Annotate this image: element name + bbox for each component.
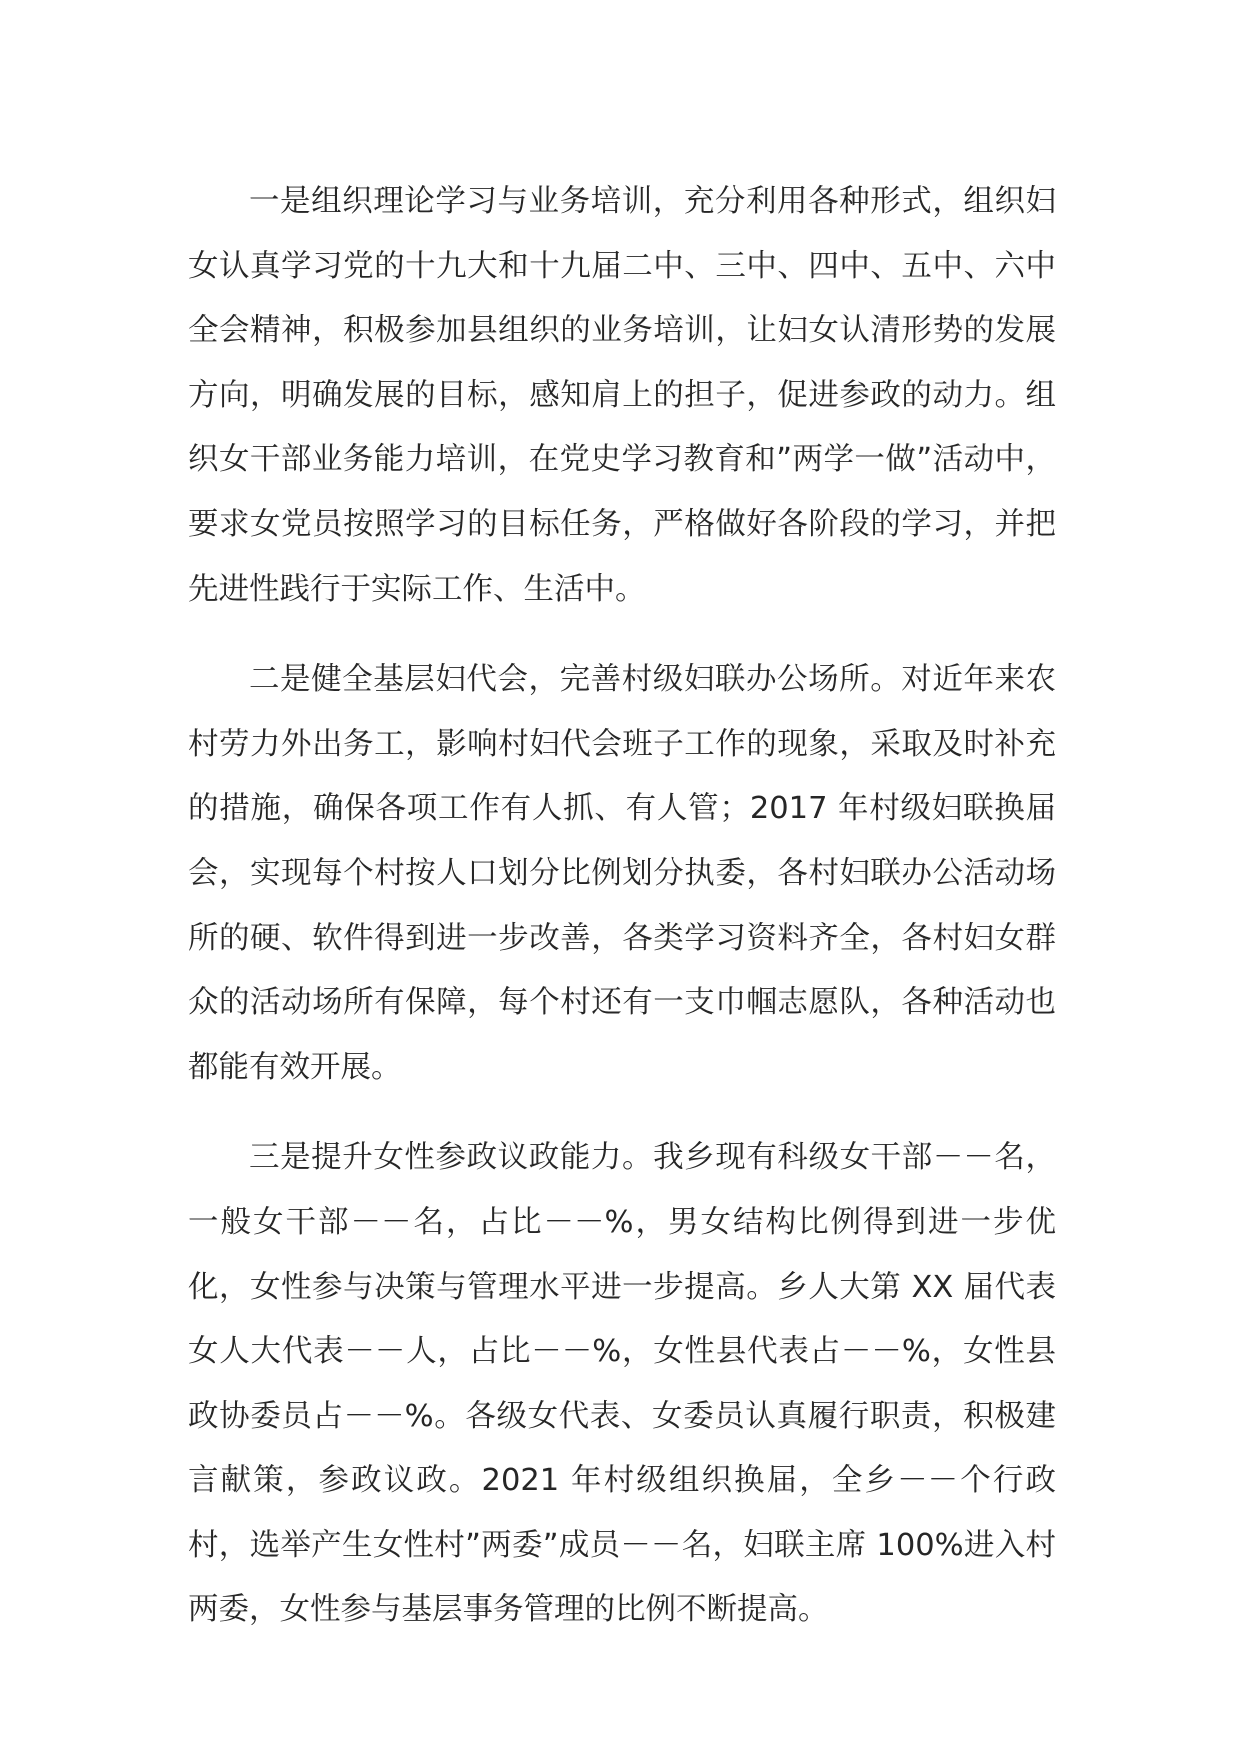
paragraph-2: 二是健全基层妇代会，完善村级妇联办公场所。对近年来农村劳力外出务工，影响村妇代会班子工作的现象，采取及时补充的措施，确保各项工作有人抓、有人管；2017 年村级妇联换届会，实现每个村按人口划分比例划分执委，各村妇联办公活动场所的硬、软件得到进一步改善，各类学习资料齐全，各村妇女群众的活动场所有保障，每个村还有一支巾帼志愿队，各种活动也都能有效开展。	[188, 662, 1056, 1085]
paragraph-1: 一是组织理论学习与业务培训，充分利用各种形式，组织妇女认真学习党的十九大和十九届二中、三中、四中、五中、六中全会精神，积极参加县组织的业务培训，让妇女认清形势的发展方向，明确发展的目标，感知肩上的担子，促进参政的动力。组织女干部业务能力培训，在党史学习教育和”两学一做”活动中，要求女党员按照学习的目标任务，严格做好各阶段的学习，并把先进性践行于实际工作、生活中。	[188, 184, 1056, 607]
paragraph-3: 三是提升女性参政议政能力。我乡现有科级女干部－－名，一般女干部－－名，占比－－%，男女结构比例得到进一步优化，女性参与决策与管理水平进一步提高。乡人大第 XX 届代表女人大代表－－人，占比－－%，女性县代表占－－%，女性县政协委员占－－%。各级女代表、女委员认真履行职责，积极建言献策，参政议政。2021 年村级组织换届，全乡－－个行政村，选举产生女性村”两委”成员－－名，妇联主席 100%进入村两委，女性参与基层事务管理的比例不断提高。	[188, 1140, 1056, 1628]
document-body	[188, 170, 1056, 1669]
